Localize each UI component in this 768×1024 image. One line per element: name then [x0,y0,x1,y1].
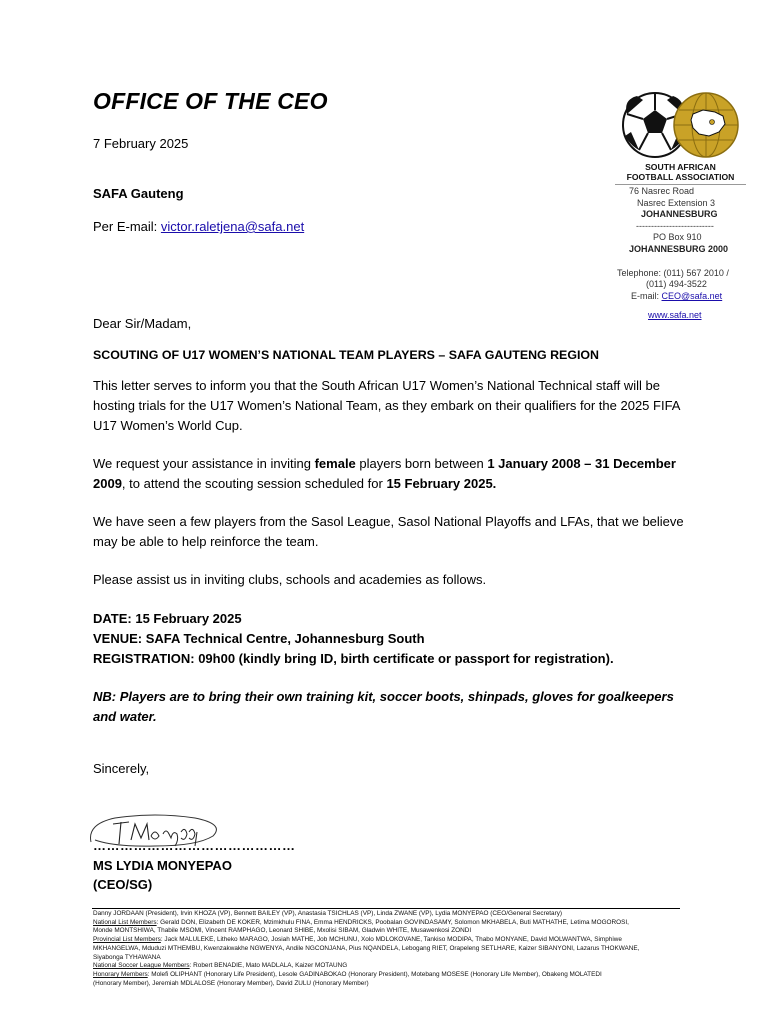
p2-text-c: players born between [355,456,488,471]
provincial-list-text: : Jack MALULEKE, Litheko MARAGO, Josiah MATHE, Job MCHUNU, Xolo MDLOKOVANE, Tankiso MODIPA, Thabo MONYANE, David MOLWANTWA, Simphiwe [160,936,622,944]
recipient-email-line [93,217,304,237]
signatory-name: MS LYDIA MONYEPAO [93,858,232,873]
footer-provincial-list [93,936,683,945]
paragraph-4: Please assist us in inviting clubs, schools and academies as follows. [93,572,487,587]
footer-provincial-list-3: Siyabonga TYHAWANA [93,953,161,961]
recipient: SAFA Gauteng [93,186,184,201]
p2-text-a: We request your assistance in inviting [93,456,315,471]
paragraph-2 [93,454,685,494]
nb-note: NB: Players are to bring their own training kit, soccer boots, shinpads, gloves for goalkeepers and water. [93,689,674,724]
p2-text-e: , to attend the scouting session scheduled for [121,476,387,491]
address-block [600,186,768,322]
footer-divider [92,908,680,909]
ceo-email-link[interactable]: CEO@safa.net [661,290,723,301]
footer-officials: Danny JORDAAN (President), Irvin KHOZA (VP), Bennett BAILEY (VP), Anastasia TSICHLAS (VP), Linda ZWANE (VP), Lydia MONYEPAO (CEO/General Secretary) [93,910,563,917]
footer-members [93,910,683,988]
address-line1: 76 Nasrec Road [629,186,695,196]
event-registration: REGISTRATION: 09h00 (kindly bring ID, birth certificate or passport for registration). [93,651,614,666]
honorary-label: Honorary Members [93,970,148,978]
telephone-line1: Telephone: (011) 567 2010 / [617,267,729,278]
national-list-text: : Gerald DON, Elizabeth DE KOKER, Mzimkhulu FINA, Emma HENDRICKS, Poobalan GOVINDASAMY, Solomon MKHABELA, Buti MATHATHE, Letima MOGOROSI, [156,918,629,926]
org-name-line1: SOUTH AFRICAN [645,162,716,172]
ceo-email-line [600,291,768,303]
subject-line: SCOUTING OF U17 WOMEN’S NATIONAL TEAM PLAYERS – SAFA GAUTENG REGION [93,348,599,362]
footer-honorary-2: (Honorary Member), Jeremiah MDLALOSE (Honorary Member), David ZULU (Honorary Member) [93,979,369,987]
p2-female: female [314,456,356,471]
provincial-list-label: Provincial List Members [93,936,161,944]
signature-dots: ……………………………………… [93,838,296,853]
paragraph-3: We have seen a few players from the Sasol League, Sasol National Playoffs and LFAs, that we believe may be able to help reinforce the team. [93,514,684,549]
closing: Sincerely, [93,761,150,776]
honorary-text: : Molefi OLIPHANT (Honorary Life President), Lesole GADINABOKAO (Honorary President), Motebang MOSESE (Honorary Life Member), Obakeng MOLATEDI [147,970,602,978]
safa-logo [613,88,748,182]
address-city: JOHANNESBURG [641,209,718,220]
org-divider [615,184,746,185]
email-label: E-mail: [631,290,662,301]
website-link[interactable]: www.safa.net [648,310,702,321]
address-separator: -------------------------- [636,220,714,231]
org-name-line2: FOOTBALL ASSOCIATION [626,172,735,182]
nsl-label: National Soccer League Members [93,962,190,970]
org-name [613,162,748,182]
telephone-line2: (011) 494-3522 [646,279,707,290]
page-title: OFFICE OF THE CEO [93,88,328,114]
footer-national-list-2: Monde MONTSHIWA, Thabile MSOMI, Vincent RAMPHAGO, Leonard SHIBE, Mxolisi SIBAM, Gladwin WHITE, Musawenkosi ZONDI [93,927,472,935]
footer-nsl [93,962,683,971]
po-city: JOHANNESBURG 2000 [629,243,729,254]
po-box: PO Box 910 [653,232,702,243]
nsl-text: : Robert BENADIE, Mato MADLALA, Kaizer MOTAUNG [189,962,348,970]
national-list-label: National List Members [93,918,157,926]
recipient-email-link[interactable]: victor.raletjena@safa.net [160,219,305,234]
address-line2: Nasrec Extension 3 [637,197,716,208]
footer-honorary [93,971,683,980]
letter-date: 7 February 2025 [93,136,189,151]
footer-provincial-list-2: MKHANGELWA, Mduduzi MTHEMBU, Kwenzakwakhe NGWENYA, Andile NGCONJANA, Pius NQANDELA, Lebogang RIET, Orapeleng SETLHARE, Kaizer SIBANYONI, Lazarus THOKWANE, [93,944,640,952]
signatory-role: (CEO/SG) [93,877,153,892]
paragraph-1: This letter serves to inform you that the South African U17 Women’s National Technical staff will be hosting trials for the U17 Women’s National Team, as they embark on their qualifiers for the 2025 FIFA U17 Women’s World Cup. [93,378,680,433]
p2-birth-range: 1 January 2008 – 31 December 2009 [93,456,676,491]
safa-emblem-icon [613,88,748,162]
footer-national-list [93,919,683,928]
event-venue: VENUE: SAFA Technical Centre, Johannesburg South [93,631,425,646]
p2-session-date: 15 February 2025. [386,476,497,491]
event-date: DATE: 15 February 2025 [93,611,242,626]
email-prefix: Per E-mail: [93,219,161,234]
salutation: Dear Sir/Madam, [93,316,192,331]
